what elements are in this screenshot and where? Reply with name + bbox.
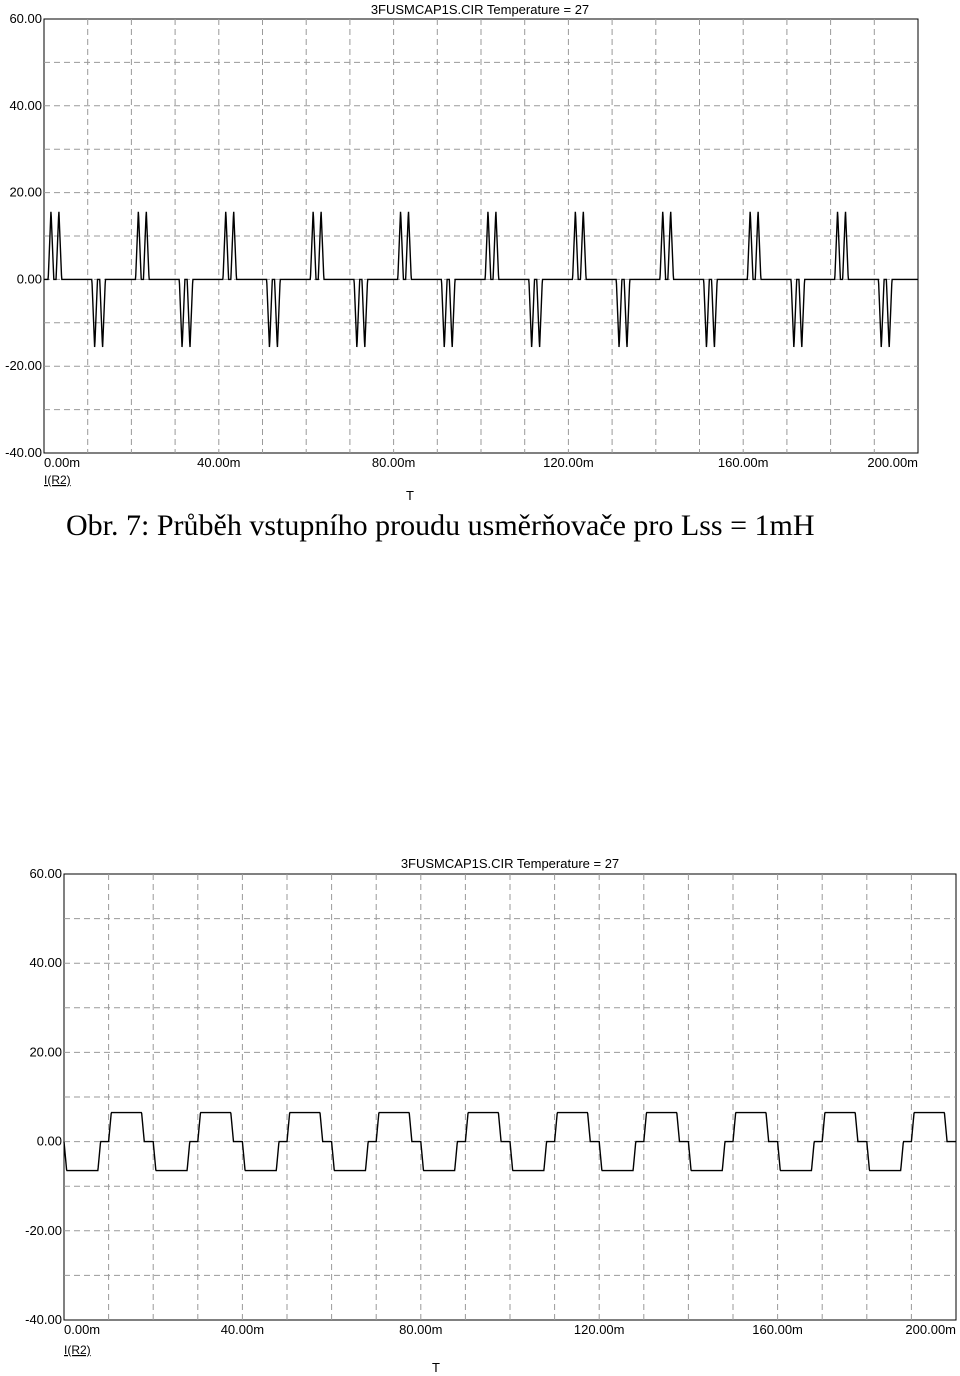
y-tick-label: 20.00 <box>9 184 42 200</box>
chart-2-y-ticks <box>25 866 62 1327</box>
y-tick-label: 20.00 <box>29 1044 62 1060</box>
chart-2-x-ticks <box>64 1322 956 1337</box>
chart-1-trace-label: I(R2) <box>44 473 71 487</box>
y-tick-label: 40.00 <box>29 955 62 971</box>
chart-1-grid <box>44 19 918 453</box>
y-tick-label: 40.00 <box>9 97 42 113</box>
x-tick-label: 160.00m <box>752 1322 803 1337</box>
chart-1-svg <box>0 0 960 505</box>
chart-2-trace-label: I(R2) <box>64 1343 91 1357</box>
x-tick-label: 120.00m <box>543 455 594 470</box>
chart-2-trace <box>64 1113 956 1171</box>
x-tick-label: 80.00m <box>371 455 416 470</box>
x-tick-label: 160.00m <box>717 455 769 470</box>
x-tick-label: 0.00m <box>64 1322 101 1337</box>
x-tick-label: 40.00m <box>197 455 241 470</box>
y-tick-label: 0.00 <box>36 1133 62 1149</box>
figure-caption: Obr. 7: Průběh vstupního proudu usměrňovače pro Lss = 1mH <box>66 509 815 542</box>
chart-1-title: 3FUSMCAP1S.CIR Temperature = 27 <box>370 2 590 17</box>
chart-2-grid <box>64 874 956 1320</box>
y-tick-label: 60.00 <box>9 11 42 26</box>
x-tick-label: 40.00m <box>220 1322 265 1337</box>
x-tick-label: 120.00m <box>573 1322 625 1337</box>
y-tick-label: 0.00 <box>16 271 42 287</box>
chart-2-svg <box>0 852 960 1376</box>
y-tick-label: -20.00 <box>5 358 42 374</box>
chart-2-x-label: T <box>432 1360 440 1375</box>
chart-1 <box>0 0 960 505</box>
x-tick-label: 200.00m <box>867 455 918 470</box>
y-tick-label: -40.00 <box>25 1312 62 1327</box>
y-tick-label: -20.00 <box>25 1222 62 1238</box>
y-tick-label: 60.00 <box>29 866 62 881</box>
chart-1-x-ticks <box>44 455 918 470</box>
x-tick-label: 80.00m <box>399 1322 443 1337</box>
x-tick-label: 0.00m <box>44 455 81 470</box>
chart-2 <box>0 852 960 1376</box>
chart-1-y-ticks <box>5 11 42 460</box>
x-tick-label: 200.00m <box>905 1322 956 1337</box>
y-tick-label: -40.00 <box>5 445 42 460</box>
chart-1-x-label: T <box>406 488 414 503</box>
chart-2-title: 3FUSMCAP1S.CIR Temperature = 27 <box>400 856 620 871</box>
